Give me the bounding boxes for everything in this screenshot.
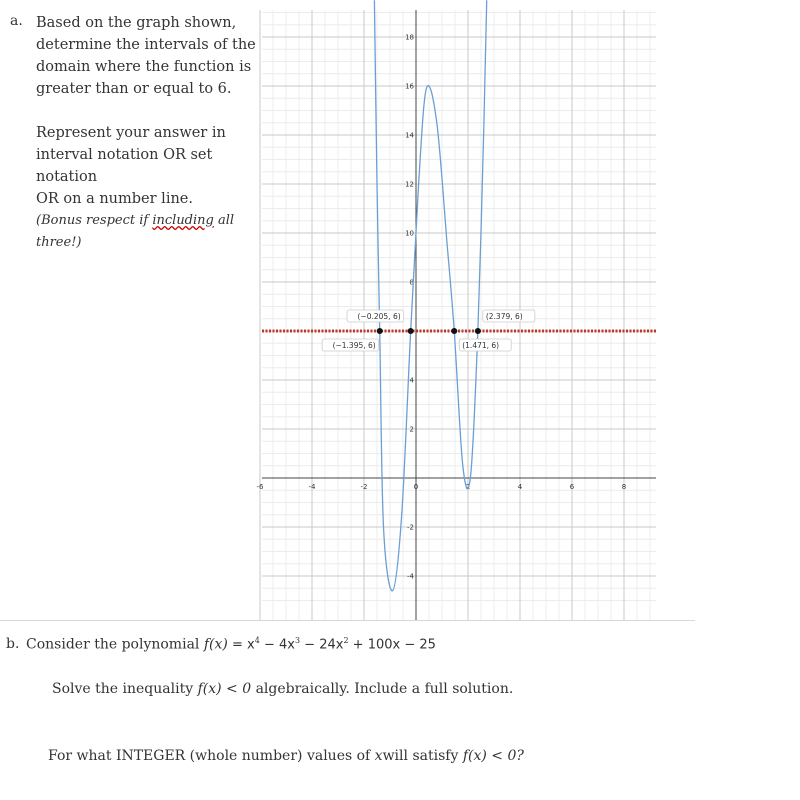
y-tick-label: 16 [405,82,414,91]
grid-minor [262,10,656,620]
y-tick-label: 18 [405,33,414,42]
solve-math: f(x) < 0 [197,681,252,697]
represent-line: Represent your answer in [36,125,226,141]
x-tick-label: 6 [569,483,575,491]
x-tick-label: 0 [413,483,419,491]
point-label: (1.471, 6) [462,341,500,350]
y-tick-label: 12 [405,180,414,189]
part-b-integer-question [48,748,524,764]
poly-term: = x [227,637,255,653]
grid-major [260,10,656,620]
part-a-represent [36,122,266,254]
y-tick-label: 14 [405,131,414,140]
poly-term: − 24x [300,637,344,653]
axes [262,10,656,620]
x-tick-label: -6 [256,483,264,491]
represent-line: OR on a number line. [36,191,193,207]
fx: f(x) [203,636,228,653]
y-tick-label: -4 [407,572,414,581]
intersection-point [408,328,414,334]
solve-prefix: Solve the inequality [52,681,198,697]
part-a-line: greater than or equal to 6. [36,81,232,97]
x-tick-label: -4 [308,483,316,491]
divider [0,620,695,621]
part-a-line: Based on the graph shown, [36,15,237,31]
function-graph [256,10,656,620]
point-label: (−1.395, 6) [332,341,376,350]
poly-term: + 100x − 25 [348,637,436,653]
bonus-note [36,210,266,254]
poly-term: − 4x [259,637,295,653]
part-a-line: domain where the function is [36,59,252,75]
point-label: (−0.205, 6) [357,312,401,321]
x-tick-label: 4 [517,483,523,491]
int-var: x [374,748,383,764]
intersection-point [475,328,481,334]
bonus-prefix: (Bonus respect if [36,213,153,228]
point-label: (2.379, 6) [485,312,523,321]
y-tick-label: 4 [409,376,414,385]
intersection-point [377,328,383,334]
x-tick-label: -2 [360,483,368,491]
part-b-polynomial [26,636,436,653]
poly-intro: Consider the polynomial [26,636,204,653]
bonus-wavy-word: including [152,213,214,228]
solve-suffix: algebraically. Include a full solution. [251,681,514,697]
exponent: 3 [294,636,301,645]
y-tick-label: 8 [409,278,414,287]
part-a-question [36,12,266,100]
part-b-solve [52,681,513,697]
y-tick-label: 2 [409,425,414,434]
y-tick-label: 10 [405,229,414,238]
x-tick-label: 8 [621,483,627,491]
int-mid: will satisfy [382,748,463,764]
intersection-point [451,328,457,334]
represent-line: interval notation OR set notation [36,147,213,185]
x-tick-label: 2 [465,483,471,491]
exponent: 4 [254,636,260,645]
part-a-label: a. [10,13,23,29]
part-a-line: determine the intervals of the [36,37,256,53]
y-tick-label: -2 [407,523,414,532]
int-math: f(x) < 0? [462,748,524,764]
exponent: 2 [343,636,349,645]
bonus-suffix: all three!) [36,213,235,250]
int-prefix: For what INTEGER (whole number) values of [48,748,375,764]
part-b-label: b. [6,636,20,652]
